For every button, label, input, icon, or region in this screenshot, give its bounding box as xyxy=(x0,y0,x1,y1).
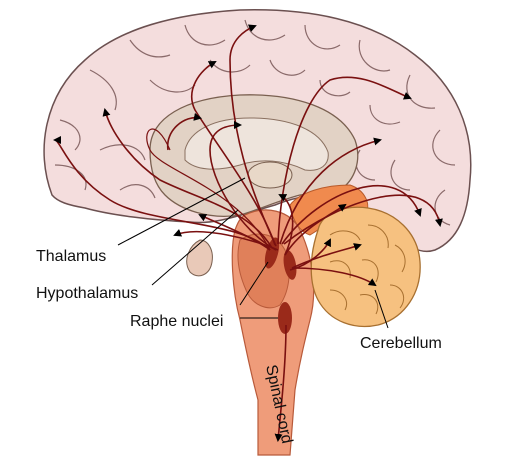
label-cerebellum: Cerebellum xyxy=(360,335,442,352)
label-raphe-nuclei: Raphe nuclei xyxy=(130,313,224,330)
label-spinal-cord: Spinal cord xyxy=(262,363,296,446)
pituitary xyxy=(187,240,213,276)
label-thalamus: Thalamus xyxy=(36,248,107,265)
label-hypothalamus: Hypothalamus xyxy=(36,285,139,302)
raphe-nucleus-3 xyxy=(278,302,292,334)
